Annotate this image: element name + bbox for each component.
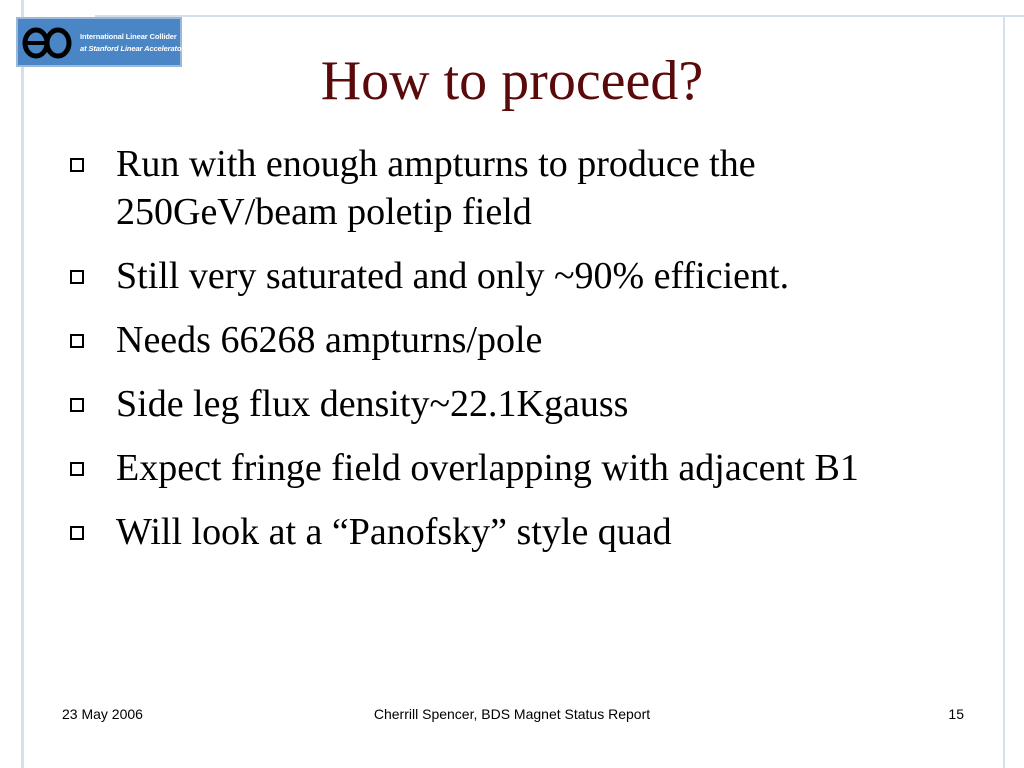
logo-text-line1: International Linear Collider — [80, 32, 177, 41]
bullet-text: Run with enough ampturns to produce the 250GeV/beam poletip field — [116, 143, 756, 233]
frame-top-line — [95, 15, 1024, 17]
bullet-text: Expect fringe field overlapping with adjacent B1 — [116, 447, 859, 489]
frame-right-line — [1003, 15, 1005, 768]
bullet-text: Will look at a “Panofsky” style quad — [116, 511, 672, 553]
footer-presenter: Cherrill Spencer, BDS Magnet Status Report — [373, 706, 651, 722]
bullet-item — [62, 252, 962, 300]
bullet-item — [62, 140, 962, 236]
footer-date: 23 May 2006 — [62, 706, 143, 722]
bullet-item — [62, 316, 962, 364]
hollow-square-bullet-icon — [70, 462, 84, 476]
hollow-square-bullet-icon — [70, 334, 84, 348]
frame-left-line — [21, 0, 24, 768]
slide-title: How to proceed? — [320, 50, 704, 112]
bullet-item — [62, 380, 962, 428]
bullet-item — [62, 508, 962, 556]
bullet-text: Needs 66268 ampturns/pole — [116, 319, 543, 361]
bullet-item — [62, 444, 962, 492]
logo-text-line2: at Stanford Linear Accelerator Center — [80, 44, 210, 53]
hollow-square-bullet-icon — [70, 270, 84, 284]
hollow-square-bullet-icon — [70, 398, 84, 412]
hollow-square-bullet-icon — [70, 158, 84, 172]
bullet-text: Still very saturated and only ~90% efficient. — [116, 255, 790, 297]
bullet-text: Side leg flux density~22.1Kgauss — [116, 383, 629, 425]
bullet-list — [62, 140, 962, 572]
footer-page-number: 15 — [948, 706, 964, 722]
hollow-square-bullet-icon — [70, 526, 84, 540]
